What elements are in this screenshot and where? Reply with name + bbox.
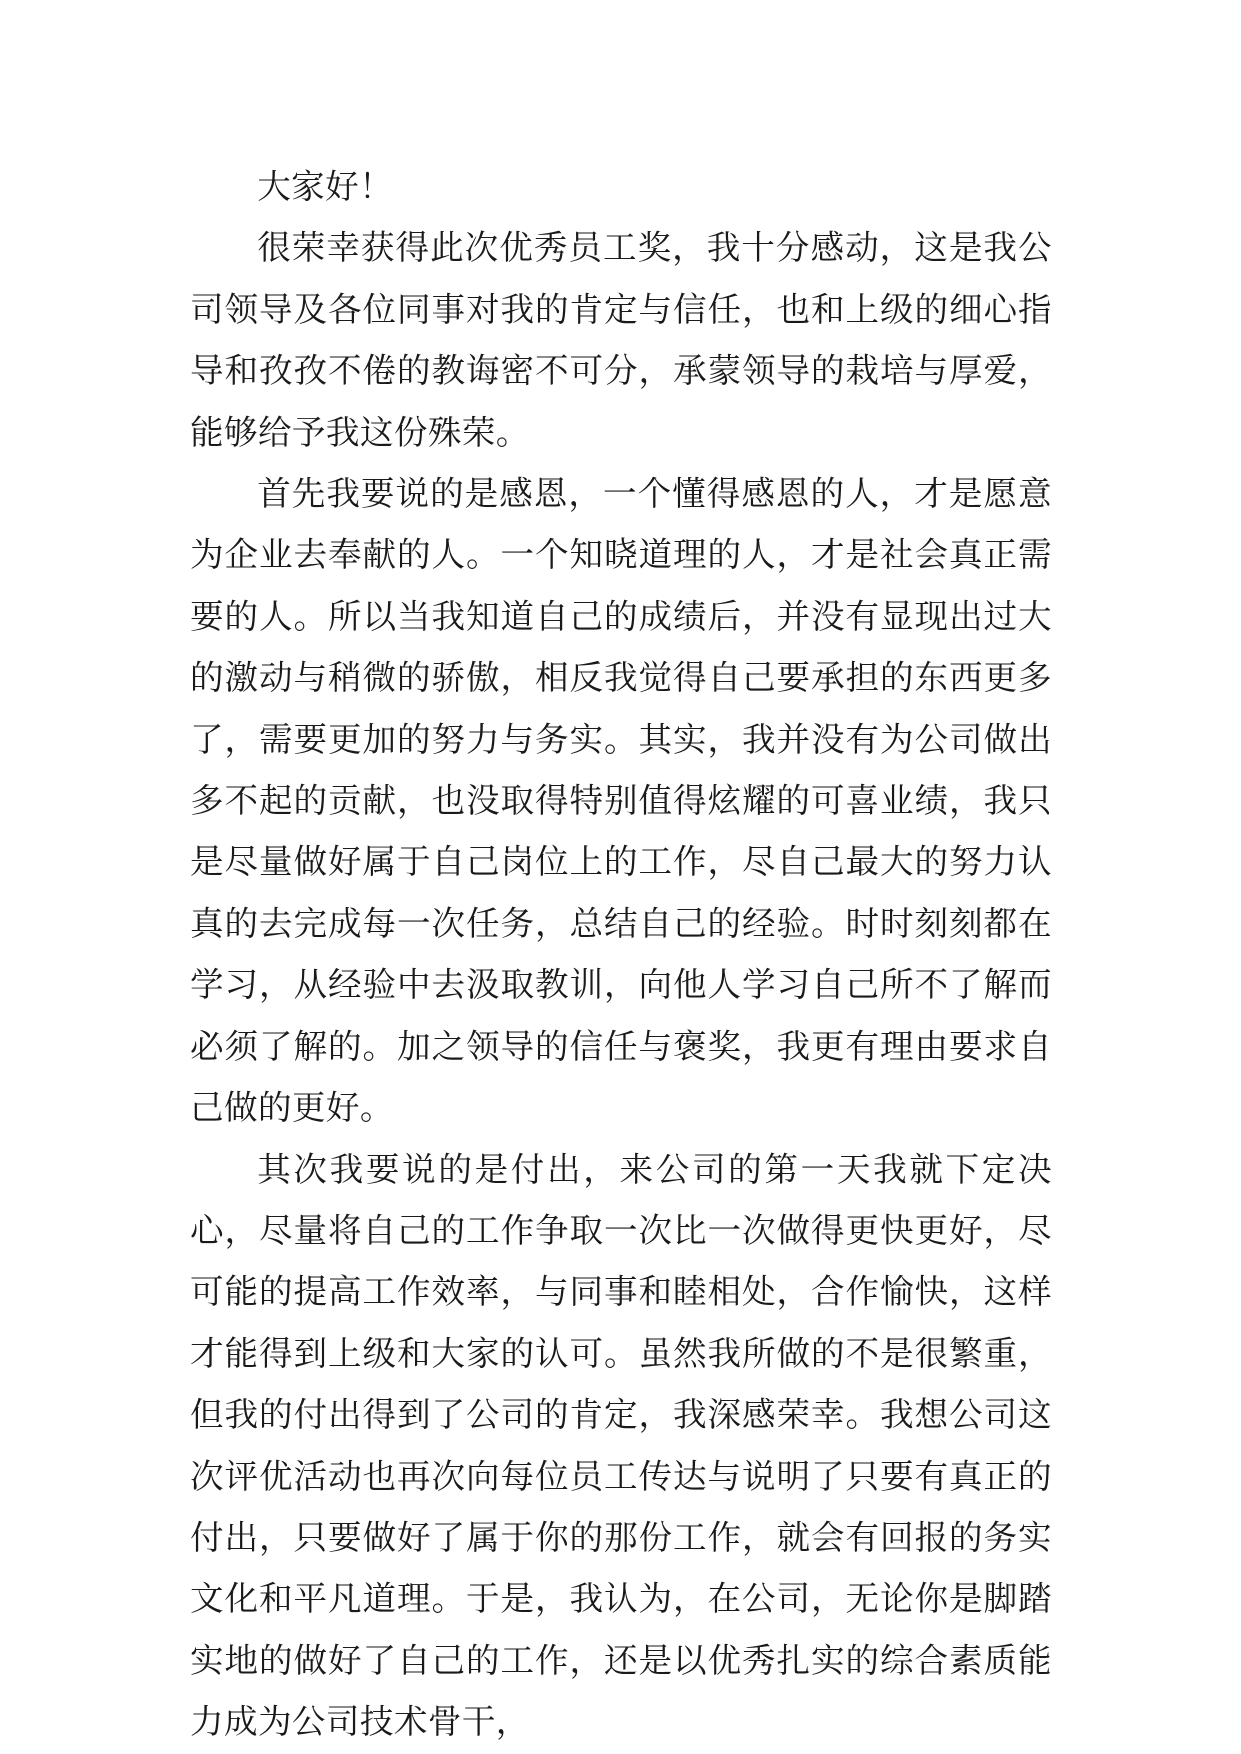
paragraph-dedication: 其次我要说的是付出，来公司的第一天我就下定决心，尽量将自己的工作争取一次比一次做得更快更好，尽可能的提高工作效率，与同事和睦相处，合作愉快，这样才能得到上级和大家的认可。虽然我所做的不是很繁重，但我的付出得到了公司的肯定，我深感荣幸。我想公司这次评优活动也再次向每位员工传达与说明了只要有真正的付出，只要做好了属于你的那份工作，就会有回报的务实文化和平凡道理。于是，我认为，在公司，无论你是脚踏实地的做好了自己的工作，还是以优秀扎实的综合素质能力成为公司技术骨干， [190,1149,1052,1742]
speech-body [190,156,1052,1753]
paragraph-gratitude-award: 很荣幸获得此次优秀员工奖，我十分感动，这是我公司领导及各位同事对我的肯定与信任，也和上级的细心指导和孜孜不倦的教诲密不可分，承蒙领导的栽培与厚爱，能够给予我这份殊荣。 [190,228,1052,452]
paragraph-thankfulness: 首先我要说的是感恩，一个懂得感恩的人，才是愿意为企业去奉献的人。一个知晓道理的人，才是社会真正需要的人。所以当我知道自己的成绩后，并没有显现出过大的激动与稍微的骄傲，相反我觉得自己要承担的东西更多了，需要更加的努力与务实。其实，我并没有为公司做出多不起的贡献，也没取得特别值得炫耀的可喜业绩，我只是尽量做好属于自己岗位上的工作，尽自己最大的努力认真的去完成每一次任务，总结自己的经验。时时刻刻都在学习，从经验中去汲取教训，向他人学习自己所不了解而必须了解的。加之领导的信任与褒奖，我更有理由要求自己做的更好。 [190,474,1052,1128]
greeting-paragraph: 大家好！ [257,167,394,206]
